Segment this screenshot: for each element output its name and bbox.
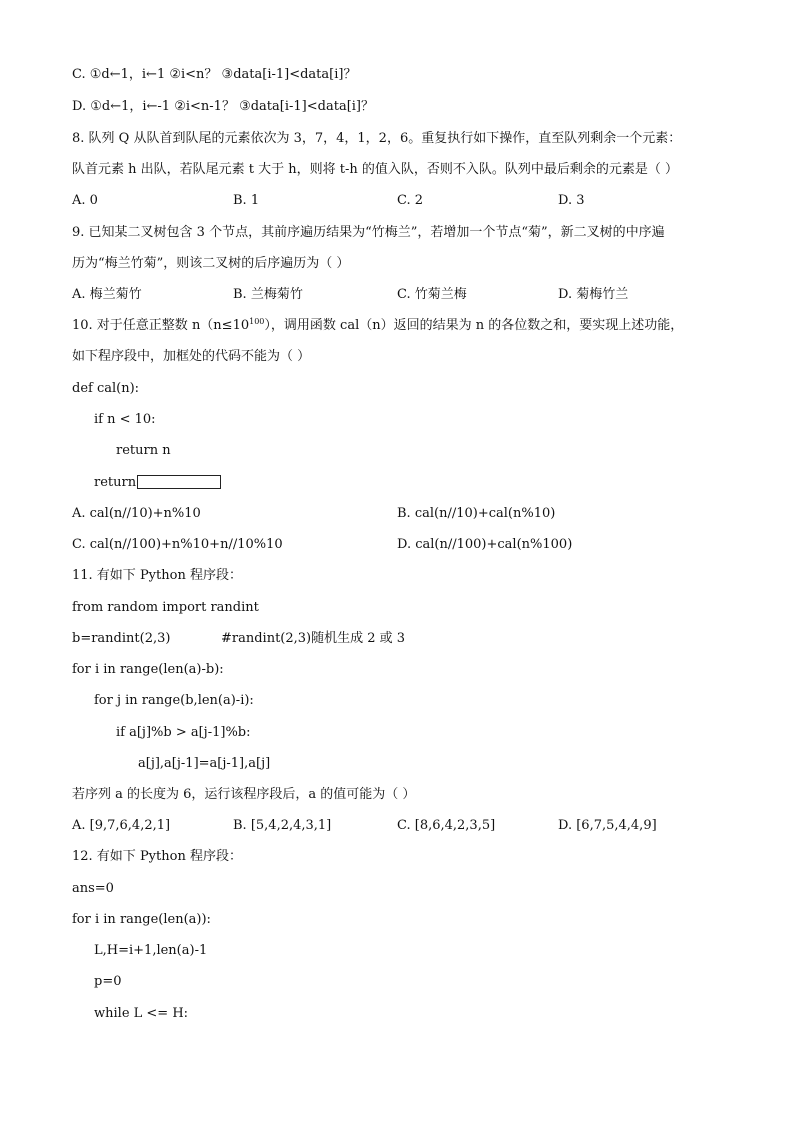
q10-code-line-2: if n < 10: [94, 412, 156, 427]
q11-option-d: D. [6,7,5,4,4,9] [558, 818, 657, 833]
q10-code-line-4 [94, 475, 221, 489]
q7-option-c: C. ①d←1，i←1 ②i<n？ ③data[i-1]<data[i]？ [72, 67, 357, 82]
q8-stem-line-2: 队首元素 h 出队，若队尾元素 t 大于 h，则将 t-h 的值入队，否则不入队。队列中最后剩余的元素是（ ） [72, 162, 679, 177]
q9-option-c: C. 竹菊兰梅 [397, 287, 467, 302]
q8-option-a: A. 0 [72, 193, 98, 208]
q9-option-d: D. 菊梅竹兰 [558, 287, 629, 302]
q10-return-keyword: return [94, 475, 137, 490]
q11-question: 若序列 a 的长度为 6，运行该程序段后，a 的值可能为（ ） [72, 787, 416, 802]
q10-option-b: B. cal(n//10)+cal(n%10) [397, 506, 556, 521]
q12-code-line-5: while L <= H: [94, 1006, 189, 1021]
q11-code-line-4: for j in range(b,len(a)-i): [94, 693, 254, 708]
q10-exponent: 100 [249, 317, 265, 326]
q7-option-d: D. ①d←1，i←-1 ②i<n-1？ ③data[i-1]<data[i]？ [72, 99, 374, 114]
q12-code-line-3: L,H=i+1,len(a)-1 [94, 943, 208, 958]
q10-stem-text-b: ），调用函数 cal（n）返回的结果为 n 的各位数之和，要实现上述功能， [264, 318, 684, 333]
q11-options [72, 819, 732, 835]
q10-option-c: C. cal(n//100)+n%10+n//10%10 [72, 537, 283, 552]
q9-stem-line-2: 历为“梅兰竹菊”，则该二叉树的后序遍历为（ ） [72, 256, 350, 271]
q11-code-line-3: for i in range(len(a)-b): [72, 662, 224, 677]
q8-options [72, 194, 732, 210]
q12-code-line-2: for i in range(len(a)): [72, 912, 211, 927]
q10-option-a: A. cal(n//10)+n%10 [72, 506, 201, 521]
q11-option-a: A. [9,7,6,4,2,1] [72, 818, 171, 833]
q10-code-line-3: return n [116, 443, 171, 458]
q10-options-row-1 [72, 507, 732, 523]
q10-options-row-2 [72, 538, 732, 554]
q12-stem: 12. 有如下 Python 程序段： [72, 849, 242, 864]
q10-option-d: D. cal(n//100)+cal(n%100) [397, 537, 573, 552]
q11-code-line-2: b=randint(2,3) [72, 631, 171, 646]
q10-code-line-1: def cal(n): [72, 381, 140, 396]
q10-stem-text-a: 10. 对于任意正整数 n（n≤10 [72, 318, 250, 333]
q11-code-comment: #randint(2,3)随机生成 2 或 3 [221, 631, 406, 646]
q11-code-line-6: a[j],a[j-1]=a[j-1],a[j] [138, 756, 271, 771]
q10-stem-line-1 [72, 319, 683, 332]
q8-option-b: B. 1 [233, 193, 260, 208]
q8-option-c: C. 2 [397, 193, 424, 208]
q9-options [72, 288, 732, 304]
q11-code-line-1: from random import randint [72, 600, 259, 615]
q9-stem-line-1: 9. 已知某二叉树包含 3 个节点，其前序遍历结果为“竹梅兰”，若增加一个节点“菊”，新二叉树的中序遍 [72, 225, 665, 240]
q11-code-line-5: if a[j]%b > a[j-1]%b: [116, 725, 251, 740]
q8-stem-line-1: 8. 队列 Q 从队首到队尾的元素依次为 3，7，4，1，2，6。重复执行如下操作，直至队列剩余一个元素： [72, 131, 682, 146]
q12-code-line-1: ans=0 [72, 881, 114, 896]
q10-stem-line-2: 如下程序段中，加框处的代码不能为（ ） [72, 349, 311, 364]
q9-option-a: A. 梅兰菊竹 [72, 287, 142, 302]
q11-option-c: C. [8,6,4,2,3,5] [397, 818, 496, 833]
q12-code-line-4: p=0 [94, 974, 122, 989]
q8-option-d: D. 3 [558, 193, 585, 208]
q11-stem: 11. 有如下 Python 程序段： [72, 568, 242, 583]
q10-blank-box [137, 475, 221, 489]
q9-option-b: B. 兰梅菊竹 [233, 287, 303, 302]
q11-option-b: B. [5,4,2,4,3,1] [233, 818, 332, 833]
